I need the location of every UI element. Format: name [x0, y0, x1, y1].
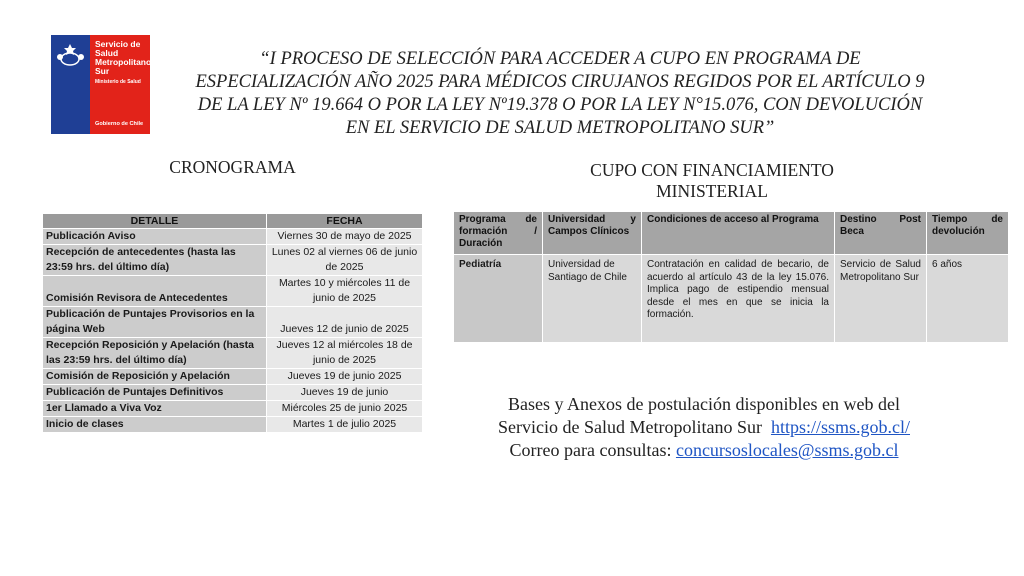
row-fecha: Viernes 30 de mayo de 2025	[267, 229, 423, 245]
table-row	[43, 401, 423, 417]
row-fecha: Jueves 12 de junio de 2025	[267, 307, 423, 338]
table-row	[43, 276, 423, 307]
cronograma-heading: CRONOGRAMA	[169, 157, 296, 177]
row-fecha: Martes 1 de julio 2025	[267, 417, 423, 433]
table-row	[43, 307, 423, 338]
row-detalle: Comisión Revisora de Antecedentes	[43, 276, 267, 307]
row-detalle: Publicación Aviso	[43, 229, 267, 245]
cronograma-table	[42, 213, 423, 433]
cell-condiciones: Contratación en calidad de becario, de acuerdo al artículo 43 de la ley 15.076. Implica pago de estipendio mensual desde el mes en que se inicia la formación.	[642, 255, 835, 343]
row-detalle: Recepción Reposición y Apelación (hasta las 23:59 hrs. del último día)	[43, 338, 267, 369]
page-title: “I PROCESO DE SELECCIÓN PARA ACCEDER A CUPO EN PROGRAMA DE ESPECIALIZACIÓN AÑO 2025 PARA MÉDICOS CIRUJANOS REGIDOS POR EL ARTÍCULO 9 DE LA LEY Nº 19.664 O POR LA LEY Nº19.378 O POR LA LEY N°15.076, CON DEVOLUCIÓN EN EL SERVICIO DE SALUD METROPOLITANO SUR”	[195, 49, 925, 138]
header-programa: Programa de formación / Duración	[454, 212, 543, 255]
table-row	[43, 417, 423, 433]
table-row	[43, 229, 423, 245]
row-detalle: Comisión de Reposición y Apelación	[43, 369, 267, 385]
cupo-heading: CUPO CON FINANCIAMIENTO MINISTERIAL	[590, 160, 834, 201]
header-universidad: Universidad y Campos Clínicos	[543, 212, 642, 255]
cupo-table	[453, 211, 1009, 343]
table-row	[43, 245, 423, 276]
logo-org-name: Servicio de Salud Metropolitano Sur	[95, 39, 152, 76]
table-header-row	[454, 212, 1009, 255]
row-fecha: Jueves 12 al miércoles 18 de junio de 2025	[267, 338, 423, 369]
row-fecha: Jueves 19 de junio	[267, 385, 423, 401]
cell-destino: Servicio de Salud Metropolitano Sur	[835, 255, 927, 343]
info-line-web	[466, 416, 942, 439]
info-service-name: Servicio de Salud Metropolitano Sur	[498, 417, 762, 437]
table-row	[43, 385, 423, 401]
row-detalle: Publicación de Puntajes Provisorios en la página Web	[43, 307, 267, 338]
header-tiempo: Tiempo de devolución	[927, 212, 1009, 255]
table-header-row	[43, 214, 423, 229]
logo-government: Gobierno de Chile	[95, 121, 144, 127]
cell-programa: Pediatría	[454, 255, 543, 343]
row-detalle: Publicación de Puntajes Definitivos	[43, 385, 267, 401]
table-row	[454, 255, 1009, 343]
header-fecha: FECHA	[267, 214, 423, 229]
row-fecha: Martes 10 y miércoles 11 de junio de 2025	[267, 276, 423, 307]
logo-blue-panel	[51, 35, 90, 134]
row-detalle: Inicio de clases	[43, 417, 267, 433]
header-detalle: DETALLE	[43, 214, 267, 229]
website-link[interactable]: https://ssms.gob.cl/	[770, 417, 910, 437]
coat-of-arms-icon	[54, 40, 87, 68]
row-fecha: Jueves 19 de junio 2025	[267, 369, 423, 385]
row-fecha: Miércoles 25 de junio 2025	[267, 401, 423, 417]
logo-ministry: Ministerio de Salud	[95, 79, 141, 85]
cell-universidad: Universidad de Santiago de Chile	[543, 255, 642, 343]
row-detalle: Recepción de antecedentes (hasta las 23:59 hrs. del último día)	[43, 245, 267, 276]
ssms-logo	[51, 35, 150, 134]
row-fecha: Lunes 02 al viernes 06 de junio de 2025	[267, 245, 423, 276]
info-email-label: Correo para consultas:	[509, 440, 672, 460]
table-row	[43, 369, 423, 385]
header-condiciones: Condiciones de acceso al Programa	[642, 212, 835, 255]
cell-tiempo: 6 años	[927, 255, 1009, 343]
table-row	[43, 338, 423, 369]
logo-red-panel	[90, 35, 150, 134]
info-line-bases: Bases y Anexos de postulación disponibles en web del	[508, 394, 900, 414]
header-destino: Destino Post Beca	[835, 212, 927, 255]
row-detalle: 1er Llamado a Viva Voz	[43, 401, 267, 417]
info-line-email	[466, 439, 942, 462]
email-link[interactable]: concursoslocales@ssms.gob.cl	[675, 440, 899, 460]
info-block	[466, 393, 942, 462]
